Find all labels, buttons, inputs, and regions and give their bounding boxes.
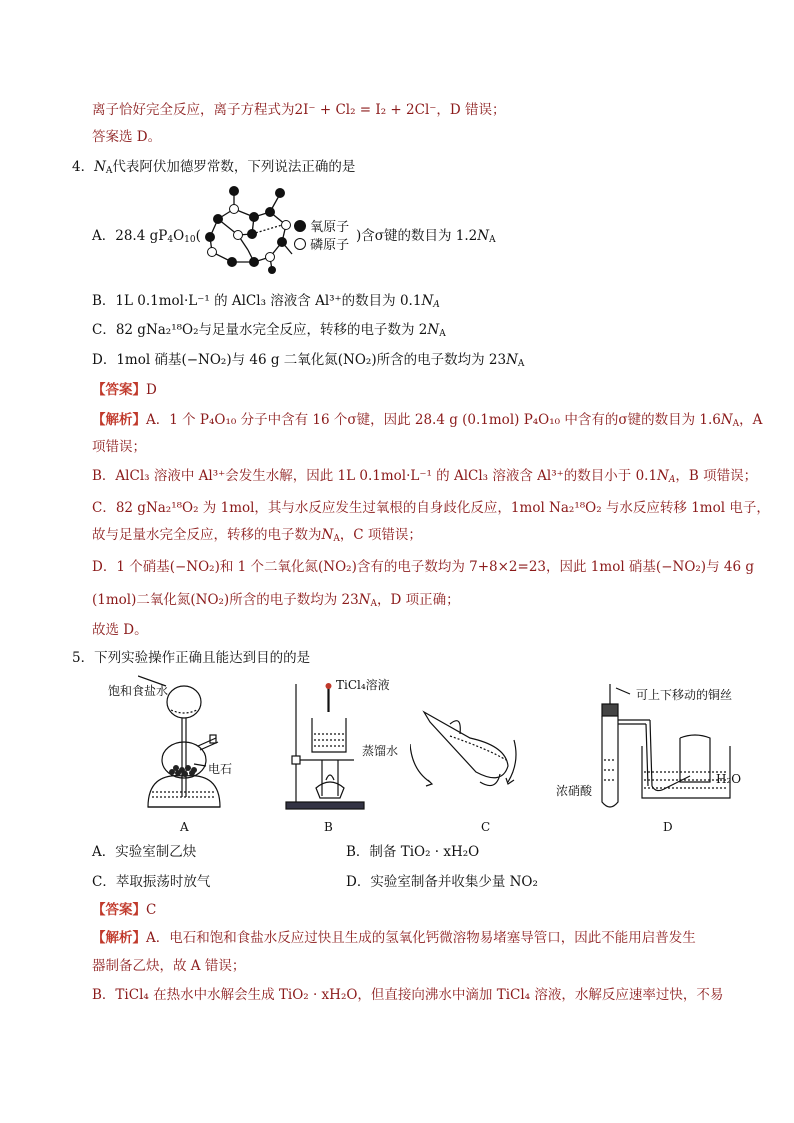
q5-analysis-line-1: 【解析】A．电石和饱和食盐水反应过快且生成的氢氧化钙微溶物易堵塞导管口，因此不能用启普发生 xyxy=(92,930,696,946)
figure-b-caption: B xyxy=(324,820,333,834)
q5-analysis-line-2: 器制备乙炔，故 A 错误； xyxy=(92,958,246,974)
figure-a-label-calcium-carbide: 电石 xyxy=(208,762,233,776)
continuation-line-1: 离子恰好完全反应，离子方程式为2I⁻ + Cl₂ = I₂ + 2Cl⁻，D 错误； xyxy=(92,102,506,118)
figure-b-label-water: 蒸馏水 xyxy=(362,744,399,758)
q5-analysis-line-3: B．TiCl₄ 在热水中水解会生成 TiO₂ · xH₂O，但直接向沸水中滴加 TiCl₄ 溶液，水解反应速率过快，不易 xyxy=(92,987,724,1003)
q4-answer: 【答案】D xyxy=(92,382,157,398)
figure-d-caption: D xyxy=(663,820,673,834)
q4-analysis-line-6: D．1 个硝基(−NO₂)和 1 个二氧化氮(NO₂)含有的电子数均为 7+8×2=23，因此 1mol 硝基(−NO₂)与 46 g xyxy=(92,559,754,575)
q4-option-a-prefix: A．28.4 $gP_4O_{10}$( xyxy=(92,228,201,245)
q4-analysis-line-3: B．AlCl₃ 溶液中 Al³⁺会发生水解，因此 1L 0.1mol·L⁻¹ 的 AlCl₃ 溶液含 Al³⁺的数目小于 $0.1N_A$，B 项错误； xyxy=(92,468,758,485)
q4-analysis-line-2: 项错误； xyxy=(92,439,146,455)
continuation-line-2: 答案选 D。 xyxy=(92,129,162,145)
figure-d-label-copper-wire: 可上下移动的铜丝 xyxy=(636,688,733,702)
figure-b-apparatus xyxy=(282,676,372,811)
legend-oxygen: 氧原子 xyxy=(294,219,349,237)
q4-analysis-line-5: 故与足量水完全反应，转移的电子数为$N_A$，C 项错误； xyxy=(92,527,422,544)
figure-b-label-ticl4: TiCl₄溶液 xyxy=(336,678,390,692)
q4-option-d: D．1mol 硝基(−NO₂)与 46 g 二氧化氮(NO₂)所含的电子数均为 $23N_A$ xyxy=(92,352,525,369)
figure-a-label-brine: 饱和食盐水 xyxy=(108,684,169,698)
q5-answer: 【答案】C xyxy=(92,902,157,918)
figure-a-caption: A xyxy=(180,820,189,834)
question-5-stem: 5．下列实验操作正确且能达到目的的是 xyxy=(72,650,311,666)
phosphorus-atom-icon xyxy=(294,238,306,250)
q4-option-b: B．1L 0.1mol·L⁻¹ 的 AlCl₃ 溶液含 Al³⁺的数目为 $0.1N_A$ xyxy=(92,293,440,310)
q4-analysis-line-1: 【解析】A．1 个 P₄O₁₀ 分子中含有 16 个σ键，因此 28.4 g (0.1mol) P₄O₁₀ 中含有的σ键的数目为 $1.6N_A$，A xyxy=(92,412,763,429)
p4o10-structure-diagram xyxy=(190,182,305,274)
q4-analysis-line-4: C．82 gNa₂¹⁸O₂ 为 1mol，其与水反应发生过氧根的自身歧化反应，1mol Na₂¹⁸O₂ 与水反应转移 1mol 电子， xyxy=(92,500,770,516)
legend-phosphorus: 磷原子 xyxy=(294,237,349,255)
q5-option-a: A．实验室制乙炔 xyxy=(92,844,197,860)
figure-d-label-nitric-acid: 浓硝酸 xyxy=(556,784,593,798)
q4-analysis-line-7: (1mol)二氧化氮(NO₂)所含的电子数均为 $23N_A$，D 项正确； xyxy=(92,592,460,609)
oxygen-atom-icon xyxy=(294,220,306,232)
question-4-stem: 4．$N_A$代表阿伏加德罗常数，下列说法正确的是 xyxy=(72,159,356,176)
figure-c-separatory-funnel xyxy=(410,700,525,810)
q5-option-d: D．实验室制备并收集少量 NO₂ xyxy=(346,874,538,890)
figure-c-caption: C xyxy=(481,820,491,834)
q5-option-c: C．萃取振荡时放气 xyxy=(92,874,211,890)
q5-option-b: B．制备 TiO₂ · xH₂O xyxy=(346,844,480,860)
figure-d-label-water: H₂O xyxy=(716,772,742,786)
q4-analysis-line-8: 故选 D。 xyxy=(92,622,148,638)
q4-option-c: C．82 gNa₂¹⁸O₂与足量水完全反应，转移的电子数为 $2N_A$ xyxy=(92,322,446,339)
q4-option-a-suffix: )含σ键的数目为 $1.2N_A$ xyxy=(356,228,496,245)
structure-legend xyxy=(294,219,349,255)
